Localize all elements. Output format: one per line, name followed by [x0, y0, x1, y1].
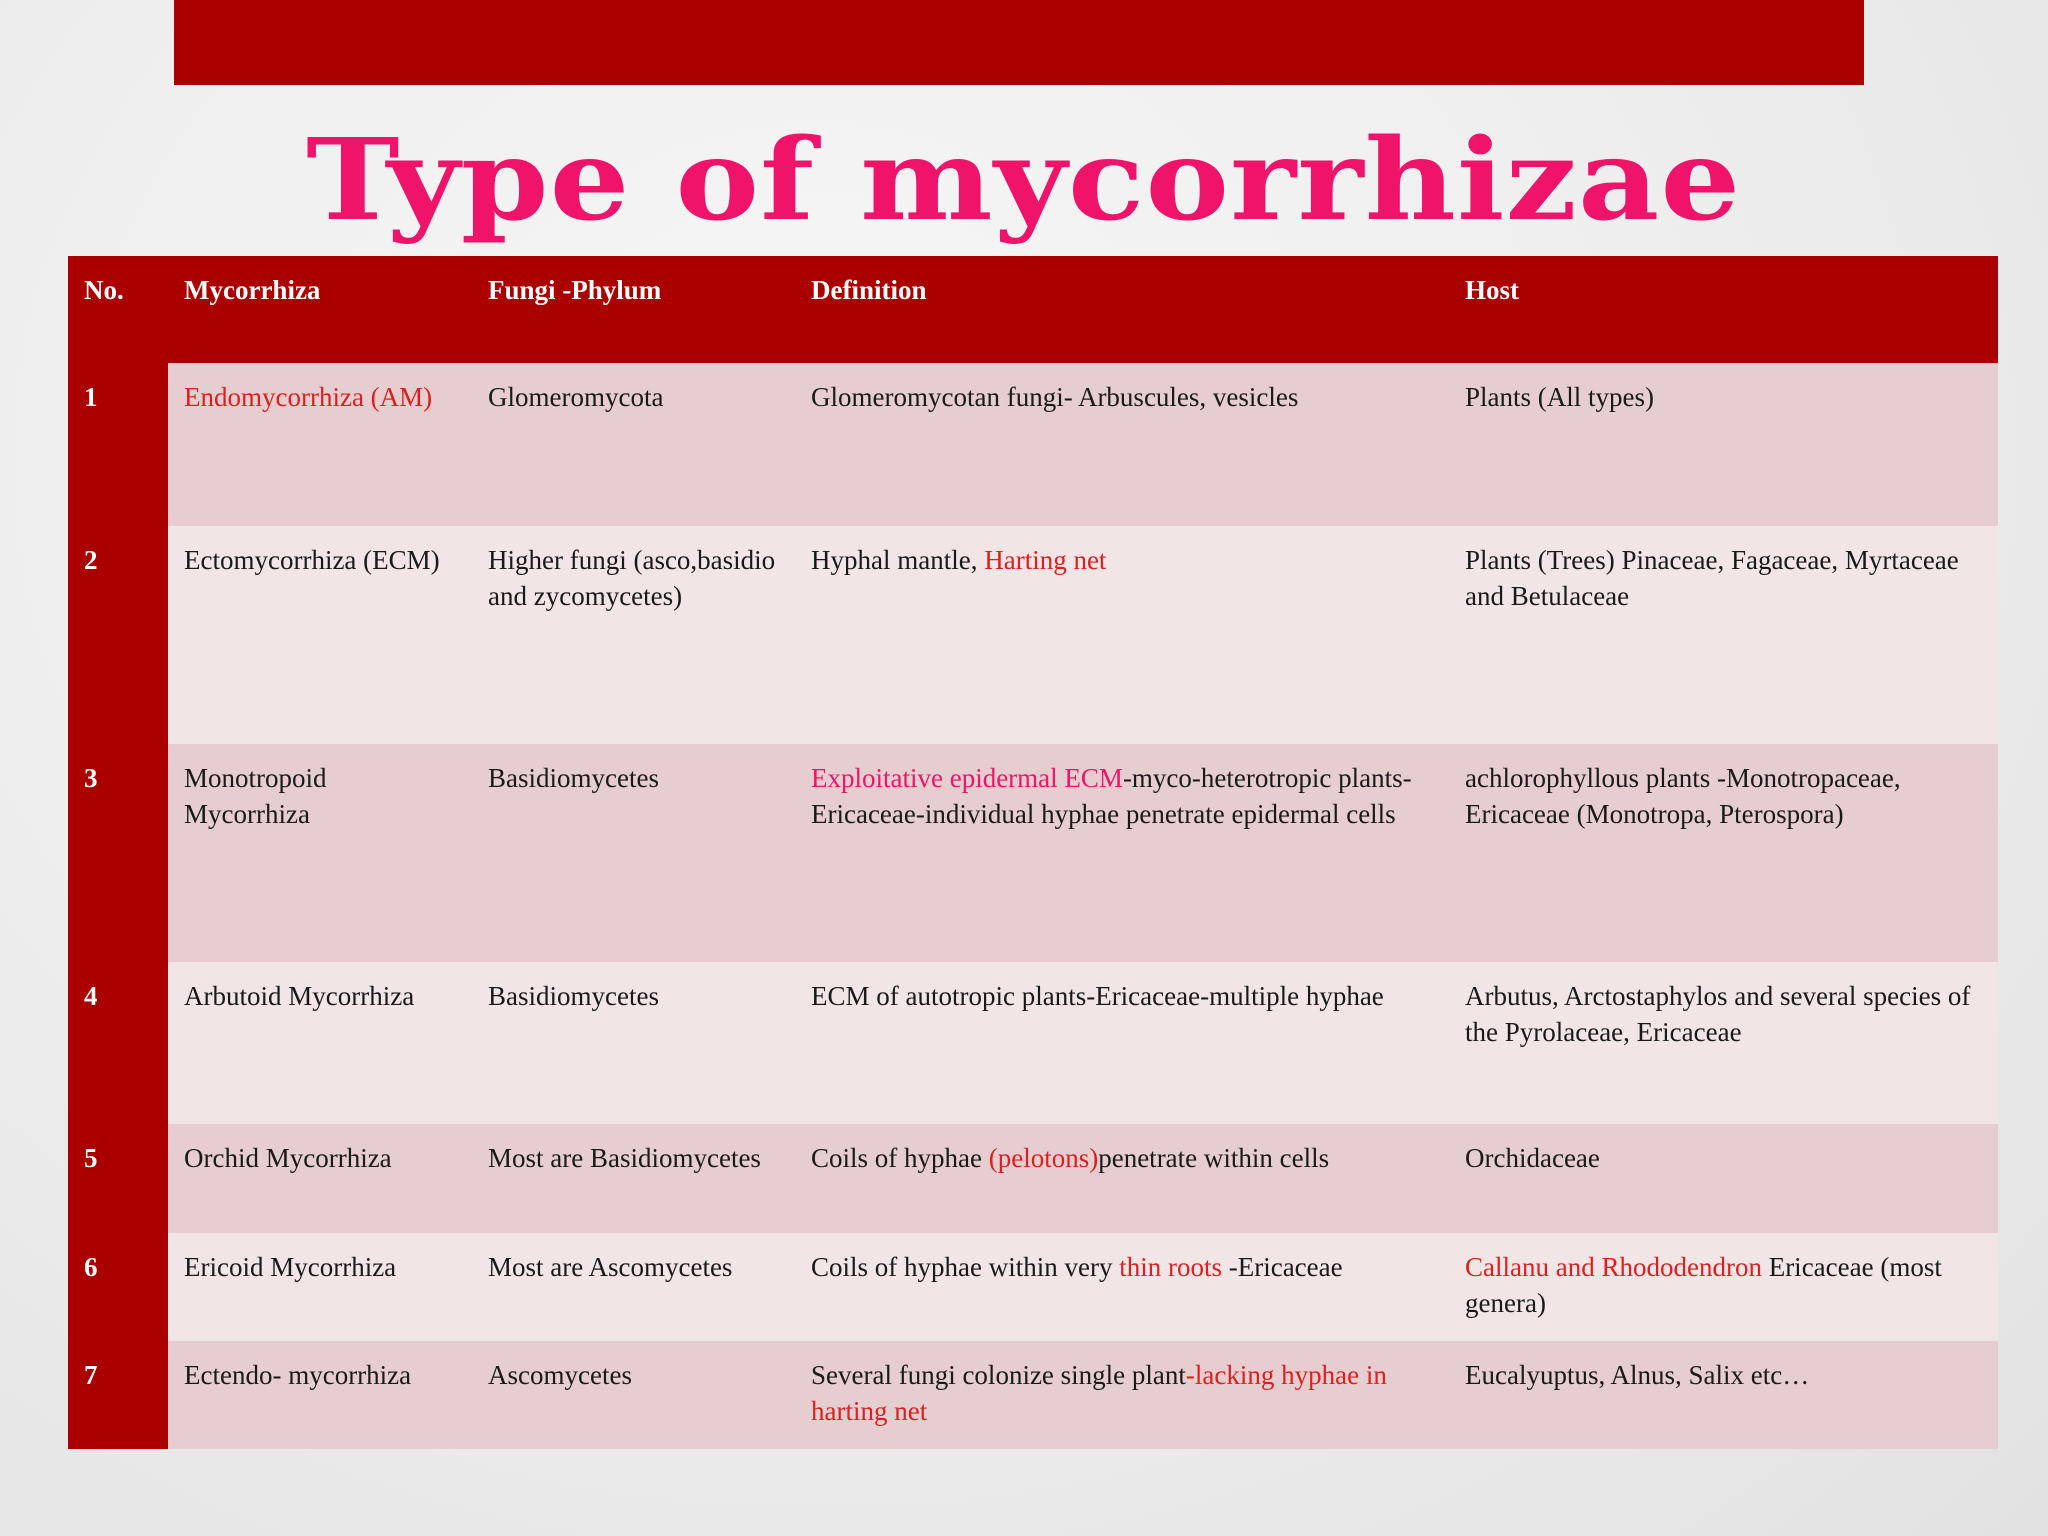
table-row	[68, 1341, 1998, 1449]
table-row	[68, 1124, 1998, 1233]
definition-highlight: -lacking hyphae in harting net	[811, 1360, 1387, 1426]
host-highlight: Callanu and Rhododendron	[1465, 1252, 1762, 1282]
slide-title-text: Type of mycorrhizae	[306, 114, 1742, 246]
fungi-cell: Basidiomycetes	[472, 744, 795, 962]
definition-highlight: (pelotons)	[988, 1143, 1099, 1173]
host-cell: Orchidaceae	[1449, 1124, 1998, 1233]
table-row	[68, 744, 1998, 962]
mycorrhizae-table	[68, 256, 1998, 1449]
definition-text: Several fungi colonize single plant	[811, 1360, 1186, 1390]
definition-text: -myco-heterotropic plants-Ericaceae-individual hyphae penetrate epidermal cells	[811, 763, 1412, 829]
slide-title	[0, 110, 2048, 250]
definition-highlight: Exploitative epidermal ECM	[811, 763, 1123, 793]
definition-cell	[795, 1124, 1449, 1233]
header-no: No.	[68, 256, 168, 363]
mycorrhiza-cell: Arbutoid Mycorrhiza	[168, 962, 472, 1124]
row-number: 1	[68, 363, 168, 526]
mycorrhiza-cell: Orchid Mycorrhiza	[168, 1124, 472, 1233]
fungi-cell: Most are Ascomycetes	[472, 1233, 795, 1341]
definition-cell	[795, 744, 1449, 962]
definition-text: Coils of hyphae within very	[811, 1252, 1120, 1282]
mycorrhiza-cell: Ectendo- mycorrhiza	[168, 1341, 472, 1449]
host-cell: Arbutus, Arctostaphylos and several species of the Pyrolaceae, Ericaceae	[1449, 962, 1998, 1124]
row-number: 4	[68, 962, 168, 1124]
definition-cell	[795, 526, 1449, 744]
header-host: Host	[1449, 256, 1998, 363]
table-row	[68, 962, 1998, 1124]
host-cell: Eucalyuptus, Alnus, Salix etc…	[1449, 1341, 1998, 1449]
mycorrhiza-cell: Ericoid Mycorrhiza	[168, 1233, 472, 1341]
header-fungi-phylum: Fungi -Phylum	[472, 256, 795, 363]
mycorrhiza-cell: Ectomycorrhiza (ECM)	[168, 526, 472, 744]
host-cell: Plants (All types)	[1449, 363, 1998, 526]
table-row	[68, 1233, 1998, 1341]
definition-highlight: Harting net	[984, 545, 1107, 575]
header-definition: Definition	[795, 256, 1449, 363]
row-number: 3	[68, 744, 168, 962]
definition-cell	[795, 1341, 1449, 1449]
fungi-cell: Ascomycetes	[472, 1341, 795, 1449]
mycorrhiza-cell: Monotropoid Mycorrhiza	[168, 744, 472, 962]
table-header-row	[68, 256, 1998, 363]
row-number: 5	[68, 1124, 168, 1233]
header-mycorrhiza: Mycorrhiza	[168, 256, 472, 363]
table-row	[68, 363, 1998, 526]
definition-text: -Ericaceae	[1221, 1252, 1343, 1282]
fungi-cell: Higher fungi (asco,basidio and zycomycetes)	[472, 526, 795, 744]
definition-text: Coils of hyphae	[811, 1143, 989, 1173]
definition-text: Hyphal mantle,	[811, 545, 985, 575]
row-number: 2	[68, 526, 168, 744]
definition-cell	[795, 1233, 1449, 1341]
definition-text: penetrate within cells	[1098, 1143, 1330, 1173]
fungi-cell: Most are Basidiomycetes	[472, 1124, 795, 1233]
definition-cell: ECM of autotropic plants-Ericaceae-multiple hyphae	[795, 962, 1449, 1124]
fungi-cell: Basidiomycetes	[472, 962, 795, 1124]
host-cell	[1449, 1233, 1998, 1341]
row-number: 7	[68, 1341, 168, 1449]
host-cell: Plants (Trees) Pinaceae, Fagaceae, Myrtaceae and Betulaceae	[1449, 526, 1998, 744]
host-cell: achlorophyllous plants -Monotropaceae, Ericaceae (Monotropa, Pterospora)	[1449, 744, 1998, 962]
row-number: 6	[68, 1233, 168, 1341]
table-row	[68, 526, 1998, 744]
definition-cell: Glomeromycotan fungi- Arbuscules, vesicles	[795, 363, 1449, 526]
mycorrhiza-cell: Endomycorrhiza (AM)	[168, 363, 472, 526]
definition-highlight: thin roots	[1119, 1252, 1222, 1282]
fungi-cell: Glomeromycota	[472, 363, 795, 526]
host-text: Ericaceae (most genera)	[1465, 1252, 1942, 1318]
top-banner	[174, 0, 1864, 85]
